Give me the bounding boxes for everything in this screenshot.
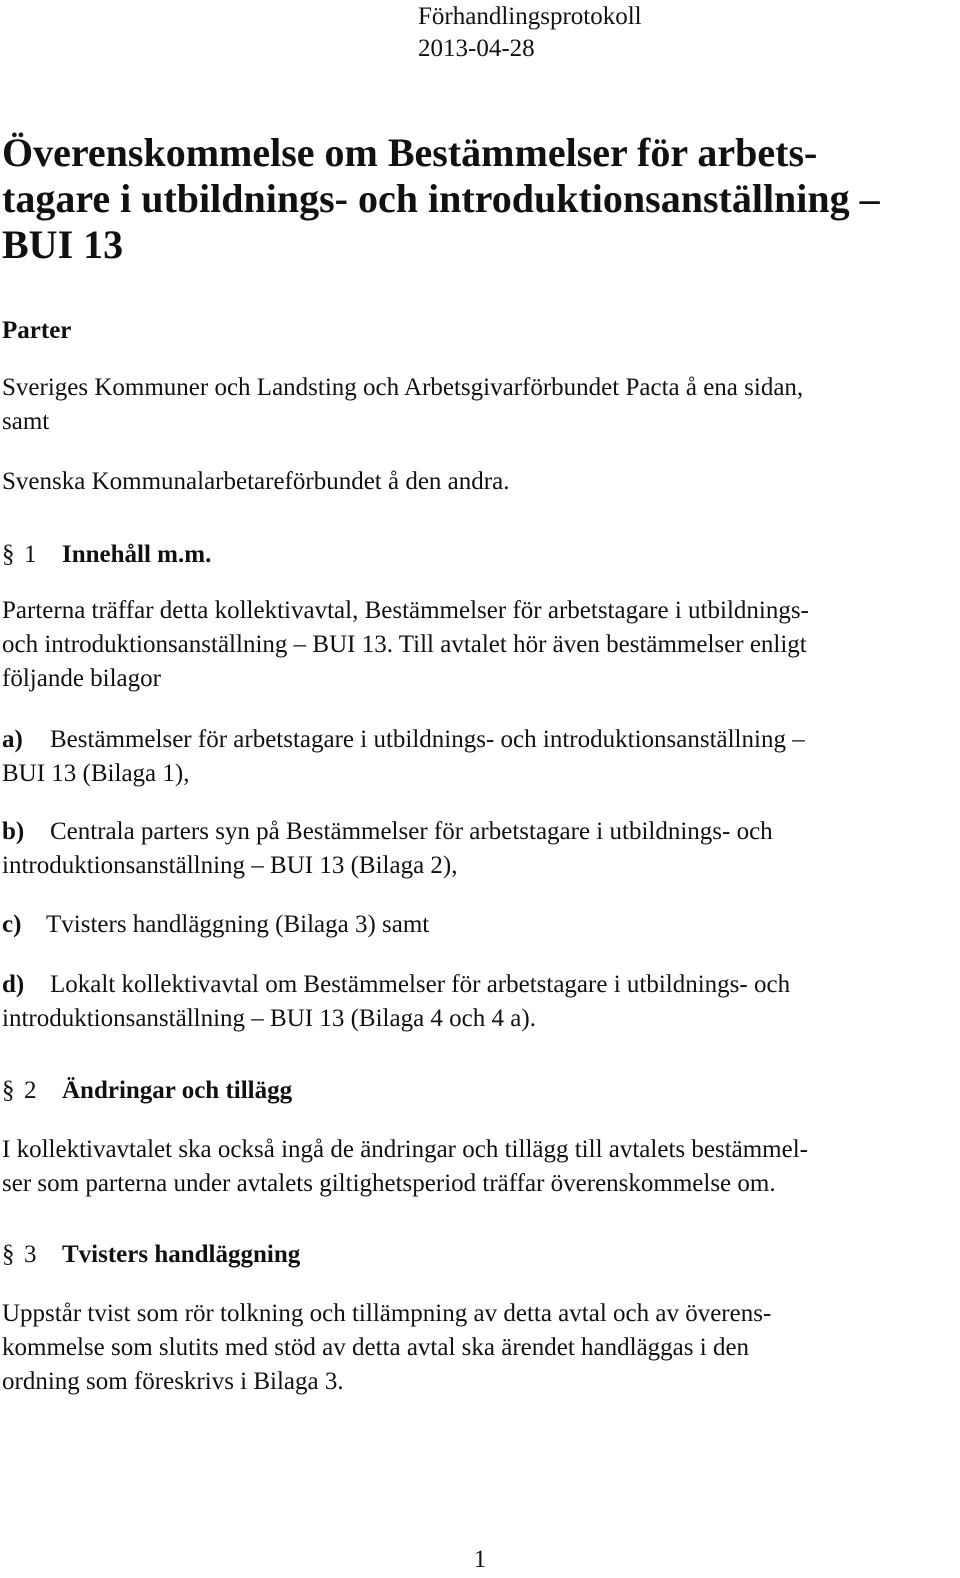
paragraph-line: ordning som föreskrivs i Bilaga 3. (2, 1368, 344, 1395)
section-title: Innehåll m.m. (62, 541, 212, 568)
section-number: 2 (24, 1077, 37, 1104)
document-date: 2013-04-28 (418, 35, 535, 62)
parties-line-2: samt (2, 408, 50, 435)
list-item-a (2, 723, 954, 791)
paragraph-line: följande bilagor (2, 665, 161, 692)
title-line-3: BUI 13 (2, 222, 124, 267)
paragraph-line: I kollektivavtalet ska också ingå de ändringar och tillägg till avtalets bestämmel- (2, 1136, 808, 1163)
list-item-b (2, 815, 954, 883)
list-item-d (2, 968, 954, 1036)
title-line-2: tagare i utbildnings- och introduktionsanställning – (2, 176, 880, 221)
list-item-text: introduktionsanställning – BUI 13 (Bilaga 2), (2, 852, 458, 879)
section-2-paragraph (2, 1133, 954, 1201)
paragraph-line: och introduktionsanställning – BUI 13. Till avtalet hör även bestämmelser enligt (2, 631, 807, 658)
section-symbol: § (2, 541, 15, 568)
list-item-text: introduktionsanställning – BUI 13 (Bilaga 4 och 4 a). (2, 1005, 536, 1032)
list-item-label: a) (2, 726, 23, 753)
list-item-text: Lokalt kollektivavtal om Bestämmelser för arbetstagare i utbildnings- och (50, 971, 791, 998)
list-item-text: Centrala parters syn på Bestämmelser för arbetstagare i utbildnings- och (50, 818, 773, 845)
section-symbol: § (2, 1077, 15, 1104)
parties-heading: Parter (2, 317, 72, 344)
paragraph-line: Uppstår tvist som rör tolkning och tillämpning av detta avtal och av överens- (2, 1300, 772, 1327)
document-type: Förhandlingsprotokoll (418, 3, 642, 30)
list-item-text: Bestämmelser för arbetstagare i utbildnings- och introduktionsanställning – (50, 726, 805, 753)
list-item-text: BUI 13 (Bilaga 1), (2, 760, 190, 787)
list-item-c (2, 908, 954, 942)
section-3-heading (2, 1240, 300, 1270)
document-title (2, 130, 952, 268)
list-item-label: c) (2, 911, 22, 938)
title-line-1: Överenskommelse om Bestämmelser för arbets- (2, 130, 818, 175)
list-item-text: Tvisters handläggning (Bilaga 3) samt (46, 911, 430, 938)
section-1-heading (2, 540, 211, 570)
section-number: 3 (24, 1241, 37, 1268)
section-2-heading (2, 1076, 292, 1106)
parties-line-3: Svenska Kommunalarbetareförbundet å den andra. (2, 468, 510, 495)
list-item-label: b) (2, 818, 25, 845)
section-symbol: § (2, 1241, 15, 1268)
paragraph-line: kommelse som slutits med stöd av detta avtal ska ärendet handläggas i den (2, 1334, 750, 1361)
section-title: Ändringar och tillägg (62, 1077, 293, 1104)
section-number: 1 (24, 541, 37, 568)
list-item-label: d) (2, 971, 25, 998)
section-3-paragraph (2, 1297, 954, 1399)
paragraph-line: Parterna träffar detta kollektivavtal, Bestämmelser för arbetstagare i utbildnings- (2, 597, 809, 624)
section-title: Tvisters handläggning (62, 1241, 301, 1268)
paragraph-line: ser som parterna under avtalets giltighetsperiod träffar överenskommelse om. (2, 1170, 776, 1197)
page-number: 1 (473, 1546, 487, 1573)
parties-line-1: Sveriges Kommuner och Landsting och Arbetsgivarförbundet Pacta å ena sidan, (2, 374, 804, 401)
parties-paragraph (2, 371, 954, 439)
section-1-paragraph (2, 594, 954, 696)
